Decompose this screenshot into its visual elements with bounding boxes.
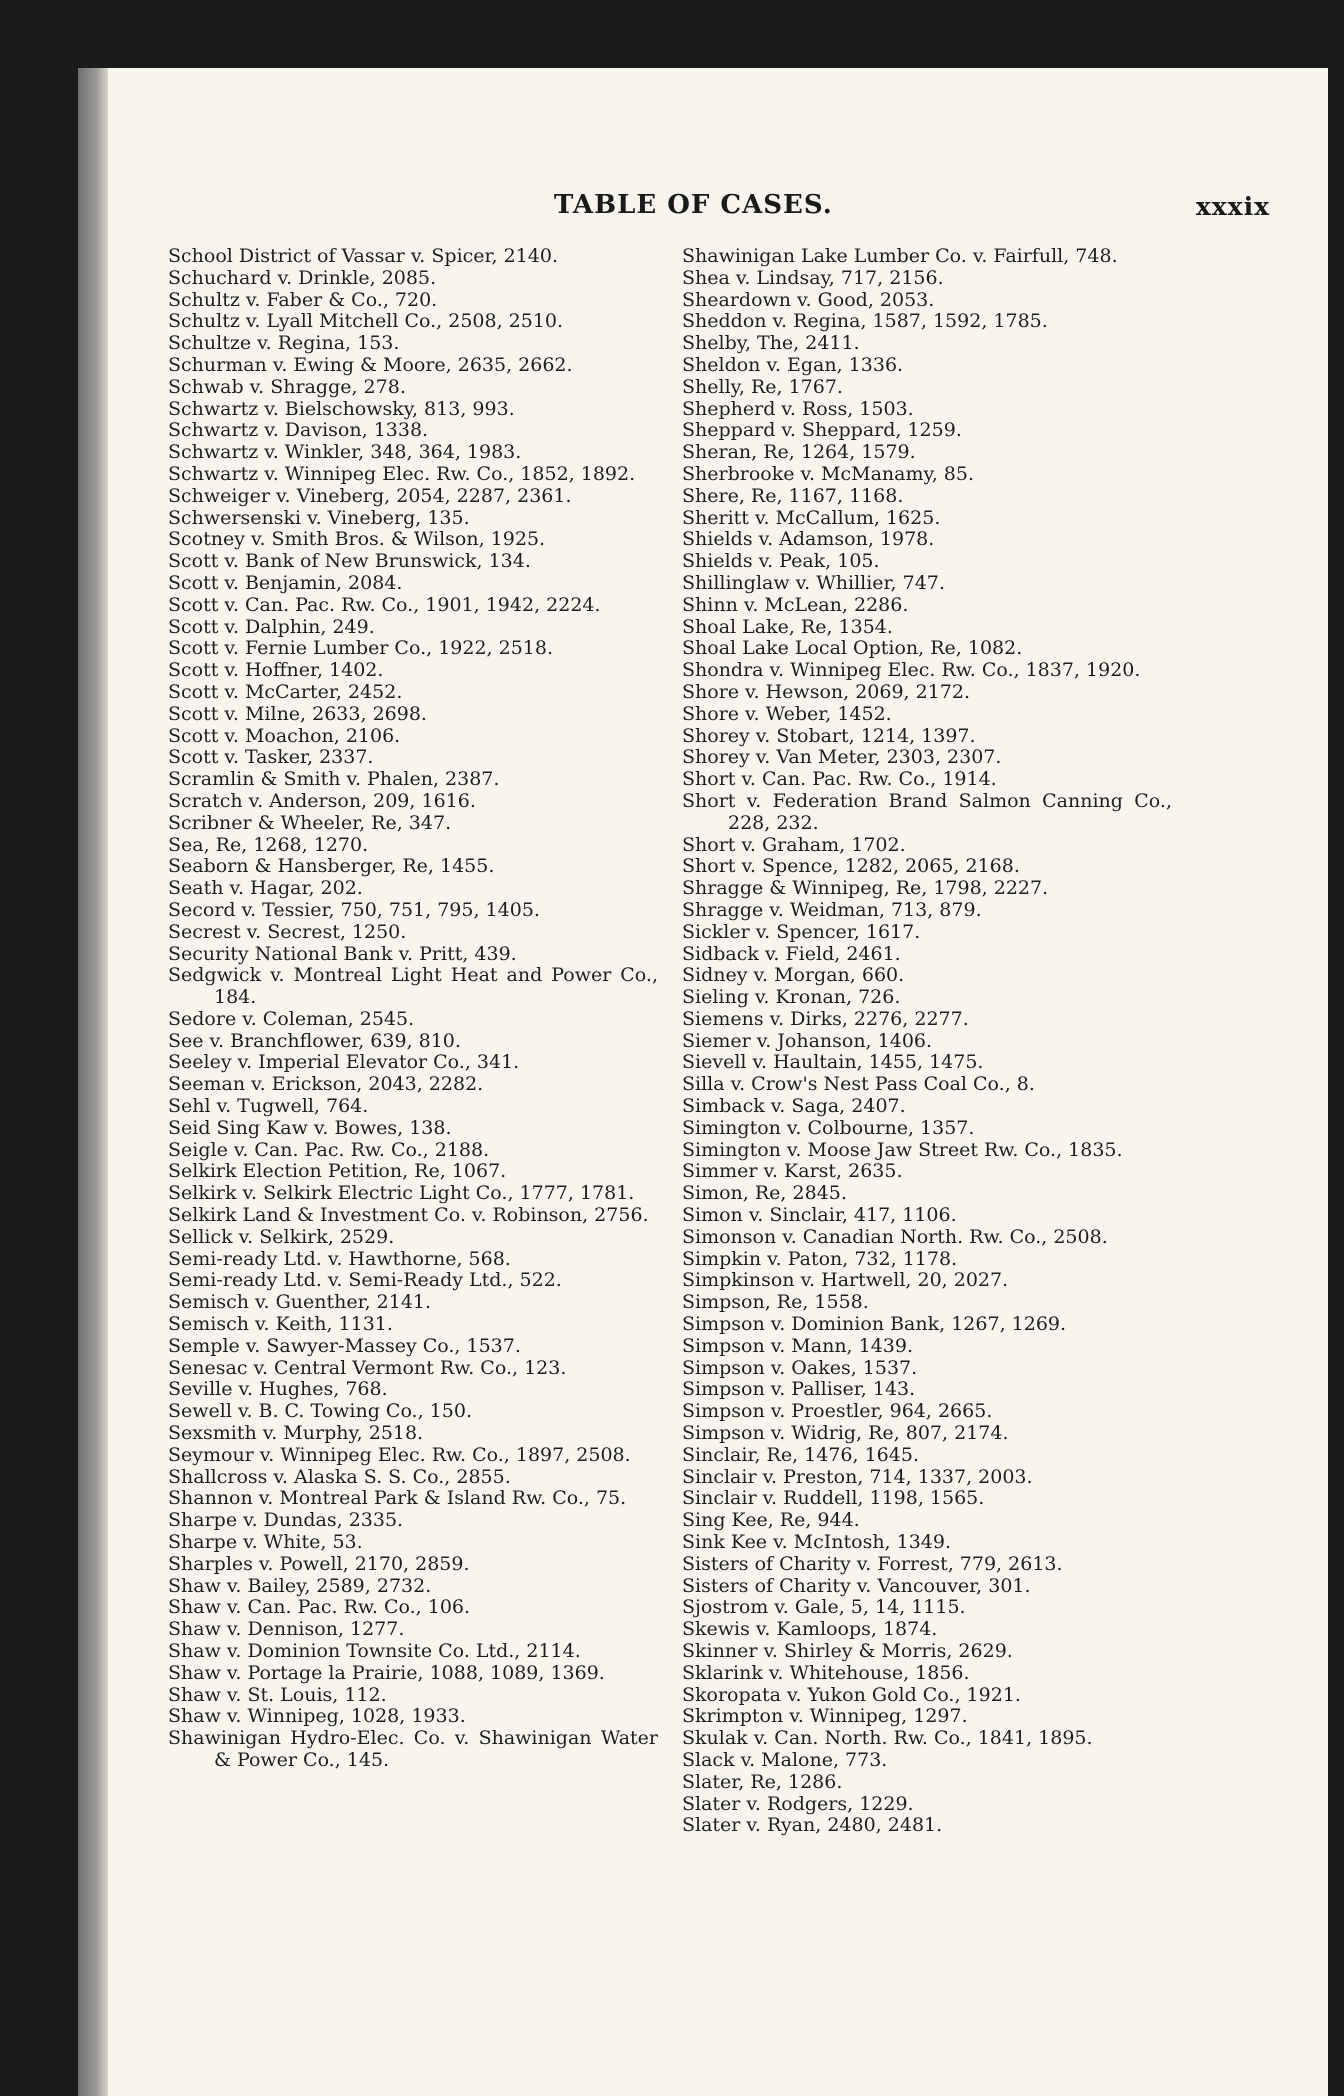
case-entry: Sehl v. Tugwell, 764. (168, 1095, 369, 1118)
case-entry: Simington v. Moose Jaw Street Rw. Co., 1835. (682, 1138, 1123, 1161)
case-entry: Schultz v. Lyall Mitchell Co., 2508, 2510. (168, 310, 564, 333)
case-entry: Schwartz v. Bielschowsky, 813, 993. (168, 397, 515, 420)
case-entry: Sinclair, Re, 1476, 1645. (682, 1443, 919, 1466)
case-entry: See v. Branchflower, 639, 810. (168, 1029, 461, 1052)
case-entry: Skewis v. Kamloops, 1874. (682, 1618, 938, 1641)
case-entry: Sheardown v. Good, 2053. (682, 288, 935, 311)
case-entry: Shaw v. Bailey, 2589, 2732. (168, 1574, 432, 1597)
case-entry: Short v. Can. Pac. Rw. Co., 1914. (682, 768, 997, 791)
case-entry: Simpson v. Oakes, 1537. (682, 1356, 918, 1379)
case-entry: Sewell v. B. C. Towing Co., 150. (168, 1400, 472, 1423)
case-entry: Shawinigan Hydro-Elec. Co. v. Shawinigan Water & Power Co., 145. (168, 1727, 658, 1771)
case-entry: Sidney v. Morgan, 660. (682, 964, 905, 987)
case-entry: Shore v. Hewson, 2069, 2172. (682, 680, 971, 703)
case-entry: Sheran, Re, 1264, 1579. (682, 441, 916, 464)
case-entry: Skrimpton v. Winnipeg, 1297. (682, 1705, 968, 1728)
case-entry: Shaw v. Can. Pac. Rw. Co., 106. (168, 1596, 471, 1619)
case-entry: Semple v. Sawyer-Massey Co., 1537. (168, 1334, 521, 1357)
case-entry: Schwersenski v. Vineberg, 135. (168, 506, 470, 529)
case-entry: Shallcross v. Alaska S. S. Co., 2855. (168, 1465, 511, 1488)
case-entry: Short v. Graham, 1702. (682, 833, 906, 856)
case-entry: Simon v. Sinclair, 417, 1106. (682, 1204, 957, 1227)
case-entry: Slack v. Malone, 773. (682, 1748, 888, 1771)
case-entry: Schurman v. Ewing & Moore, 2635, 2662. (168, 353, 573, 376)
book-page (78, 68, 1328, 2096)
case-entry: Shields v. Peak, 105. (682, 550, 880, 573)
case-entry: Scott v. Fernie Lumber Co., 1922, 2518. (168, 637, 554, 660)
case-entry: Simpson v. Mann, 1439. (682, 1334, 914, 1357)
case-entry: Semisch v. Keith, 1131. (168, 1313, 393, 1336)
case-entry: Sisters of Charity v. Vancouver, 301. (682, 1574, 1031, 1597)
case-entry: Schwab v. Shragge, 278. (168, 375, 406, 398)
case-entry: Shaw v. Portage la Prairie, 1088, 1089, 1369. (168, 1661, 605, 1684)
case-entry: Seid Sing Kaw v. Bowes, 138. (168, 1116, 452, 1139)
case-entry: Shaw v. Dennison, 1277. (168, 1618, 405, 1641)
case-entry: Scramlin & Smith v. Phalen, 2387. (168, 768, 500, 791)
case-entry: Sharpe v. Dundas, 2335. (168, 1509, 404, 1532)
page-number: xxxix (1195, 192, 1270, 221)
case-entry: Siemens v. Dirks, 2276, 2277. (682, 1007, 969, 1030)
case-entry: Simmer v. Karst, 2635. (682, 1160, 903, 1183)
case-entry: Silla v. Crow's Nest Pass Coal Co., 8. (682, 1073, 1035, 1096)
case-entry: Shelby, The, 2411. (682, 332, 860, 355)
case-entry: Sea, Re, 1268, 1270. (168, 833, 369, 856)
page-binding-edge (78, 68, 108, 2096)
case-entry: Schwartz v. Winnipeg Elec. Rw. Co., 1852, 1892. (168, 462, 636, 485)
case-entry: Sievell v. Haultain, 1455, 1475. (682, 1051, 984, 1074)
case-entry: Simpson v. Dominion Bank, 1267, 1269. (682, 1313, 1067, 1336)
case-entry: Semi-ready Ltd. v. Semi-Ready Ltd., 522. (168, 1269, 562, 1292)
case-entry: Short v. Federation Brand Salmon Canning Co., 228, 232. (682, 789, 1172, 834)
case-entry: Sing Kee, Re, 944. (682, 1509, 860, 1532)
case-entry: Scott v. Moachon, 2106. (168, 724, 401, 747)
case-entry: Schultz v. Faber & Co., 720. (168, 288, 438, 311)
right-column-case-list (682, 246, 1172, 1837)
case-entry: Scotney v. Smith Bros. & Wilson, 1925. (168, 528, 546, 551)
case-entry: Sherbrooke v. McManamy, 85. (682, 462, 975, 485)
case-entry: Skoropata v. Yukon Gold Co., 1921. (682, 1683, 1021, 1706)
case-entry: Simpson v. Palliser, 143. (682, 1378, 916, 1401)
case-entry: Schultze v. Regina, 153. (168, 332, 400, 355)
case-entry: Sidback v. Field, 2461. (682, 942, 901, 965)
case-entry: Schwartz v. Winkler, 348, 364, 1983. (168, 441, 522, 464)
case-entry: Selkirk Election Petition, Re, 1067. (168, 1160, 507, 1183)
case-entry: Schuchard v. Drinkle, 2085. (168, 266, 437, 289)
case-entry: Scott v. Tasker, 2337. (168, 746, 374, 769)
case-entry: Secrest v. Secrest, 1250. (168, 920, 407, 943)
case-entry: Simington v. Colbourne, 1357. (682, 1116, 975, 1139)
case-entry: Scott v. Milne, 2633, 2698. (168, 702, 427, 725)
case-entry: Sinclair v. Preston, 714, 1337, 2003. (682, 1465, 1033, 1488)
case-entry: Semisch v. Guenther, 2141. (168, 1291, 432, 1314)
case-entry: Schwartz v. Davison, 1338. (168, 419, 429, 442)
case-entry: Sklarink v. Whitehouse, 1856. (682, 1661, 970, 1684)
case-entry: Secord v. Tessier, 750, 751, 795, 1405. (168, 898, 540, 921)
case-entry: Shea v. Lindsay, 717, 2156. (682, 266, 944, 289)
case-entry: Shore v. Weber, 1452. (682, 702, 892, 725)
left-column-case-list (168, 246, 658, 1772)
case-entry: Shoal Lake Local Option, Re, 1082. (682, 637, 1023, 660)
case-entry: Shorey v. Stobart, 1214, 1397. (682, 724, 976, 747)
case-entry: Siemer v. Johanson, 1406. (682, 1029, 933, 1052)
case-entry: Shields v. Adamson, 1978. (682, 528, 935, 551)
case-entry: Seymour v. Winnipeg Elec. Rw. Co., 1897, 2508. (168, 1443, 631, 1466)
case-entry: Slater, Re, 1286. (682, 1770, 843, 1793)
case-entry: Sheddon v. Regina, 1587, 1592, 1785. (682, 310, 1048, 333)
case-entry: Sieling v. Kronan, 726. (682, 986, 901, 1009)
case-entry: Sickler v. Spencer, 1617. (682, 920, 921, 943)
case-entry: Simback v. Saga, 2407. (682, 1095, 906, 1118)
case-entry: Seeman v. Erickson, 2043, 2282. (168, 1073, 484, 1096)
case-entry: Selkirk Land & Investment Co. v. Robinson, 2756. (168, 1204, 649, 1227)
case-entry: Shorey v. Van Meter, 2303, 2307. (682, 746, 1002, 769)
case-entry: Shaw v. Dominion Townsite Co. Ltd., 2114. (168, 1640, 581, 1662)
case-entry: Shinn v. McLean, 2286. (682, 593, 909, 616)
case-entry: Seath v. Hagar, 202. (168, 877, 363, 900)
case-entry: Scott v. Can. Pac. Rw. Co., 1901, 1942, 2224. (168, 593, 601, 616)
case-entry: Slater v. Ryan, 2480, 2481. (682, 1814, 943, 1837)
case-entry: Simpson, Re, 1558. (682, 1291, 869, 1314)
case-entry: Shepherd v. Ross, 1503. (682, 397, 914, 420)
case-entry: Simon, Re, 2845. (682, 1182, 847, 1205)
case-entry: Shillinglaw v. Whillier, 747. (682, 571, 945, 594)
case-entry: Semi-ready Ltd. v. Hawthorne, 568. (168, 1247, 511, 1270)
case-entry: Simpson v. Widrig, Re, 807, 2174. (682, 1422, 1009, 1445)
case-entry: Scott v. Benjamin, 2084. (168, 571, 403, 594)
case-entry: Shoal Lake, Re, 1354. (682, 615, 893, 638)
case-entry: Sharples v. Powell, 2170, 2859. (168, 1552, 470, 1575)
case-entry: Seaborn & Hansberger, Re, 1455. (168, 855, 495, 878)
case-entry: Sisters of Charity v. Forrest, 779, 2613. (682, 1552, 1063, 1575)
case-entry: Scott v. Hoffner, 1402. (168, 659, 384, 682)
case-entry: Sheppard v. Sheppard, 1259. (682, 419, 962, 442)
page-title: TABLE OF CASES. (554, 190, 833, 220)
case-entry: Simpkin v. Paton, 732, 1178. (682, 1247, 958, 1270)
case-entry: Scott v. Dalphin, 249. (168, 615, 375, 638)
case-entry: Skulak v. Can. North. Rw. Co., 1841, 1895. (682, 1727, 1093, 1750)
case-entry: Simonson v. Canadian North. Rw. Co., 2508. (682, 1225, 1108, 1248)
case-entry: Seigle v. Can. Pac. Rw. Co., 2188. (168, 1138, 490, 1161)
case-entry: Sedgwick v. Montreal Light Heat and Power Co., 184. (168, 964, 658, 1009)
case-entry: Sinclair v. Ruddell, 1198, 1565. (682, 1487, 985, 1510)
case-entry: Shragge & Winnipeg, Re, 1798, 2227. (682, 877, 1049, 900)
case-entry: Sharpe v. White, 53. (168, 1531, 363, 1554)
case-entry: Shere, Re, 1167, 1168. (682, 484, 904, 507)
case-entry: Short v. Spence, 1282, 2065, 2168. (682, 855, 1020, 878)
case-entry: Sellick v. Selkirk, 2529. (168, 1225, 395, 1248)
case-entry: Shaw v. Winnipeg, 1028, 1933. (168, 1705, 466, 1728)
case-entry: Scott v. Bank of New Brunswick, 134. (168, 550, 531, 573)
case-entry: Sjostrom v. Gale, 5, 14, 1115. (682, 1596, 966, 1619)
case-entry: Sheldon v. Egan, 1336. (682, 353, 904, 376)
case-entry: Sheritt v. McCallum, 1625. (682, 506, 941, 529)
case-entry: Simpson v. Proestler, 964, 2665. (682, 1400, 993, 1423)
case-entry: Schweiger v. Vineberg, 2054, 2287, 2361. (168, 484, 572, 507)
case-entry: Scratch v. Anderson, 209, 1616. (168, 789, 476, 812)
case-entry: Sexsmith v. Murphy, 2518. (168, 1422, 424, 1445)
case-entry: Slater v. Rodgers, 1229. (682, 1792, 914, 1815)
case-entry: Shragge v. Weidman, 713, 879. (682, 898, 982, 921)
case-entry: Selkirk v. Selkirk Electric Light Co., 1777, 1781. (168, 1182, 635, 1205)
case-entry: Senesac v. Central Vermont Rw. Co., 123. (168, 1356, 567, 1379)
case-entry: Seeley v. Imperial Elevator Co., 341. (168, 1051, 520, 1074)
case-entry: Scott v. McCarter, 2452. (168, 680, 403, 703)
case-entry: Skinner v. Shirley & Morris, 2629. (682, 1640, 1013, 1662)
case-entry: Shannon v. Montreal Park & Island Rw. Co., 75. (168, 1487, 627, 1510)
case-entry: Simpkinson v. Hartwell, 20, 2027. (682, 1269, 1009, 1292)
case-entry: Seville v. Hughes, 768. (168, 1378, 388, 1401)
case-entry: Security National Bank v. Pritt, 439. (168, 942, 517, 965)
case-entry: Shaw v. St. Louis, 112. (168, 1683, 387, 1706)
page-header (78, 190, 1328, 226)
case-entry: Sedore v. Coleman, 2545. (168, 1007, 415, 1030)
case-entry: Shondra v. Winnipeg Elec. Rw. Co., 1837, 1920. (682, 659, 1141, 682)
case-entry: Sink Kee v. McIntosh, 1349. (682, 1531, 952, 1554)
case-entry: Shawinigan Lake Lumber Co. v. Fairfull, 748. (682, 245, 1118, 267)
case-entry: Shelly, Re, 1767. (682, 375, 843, 398)
case-entry: Scribner & Wheeler, Re, 347. (168, 811, 452, 834)
case-entry: School District of Vassar v. Spicer, 2140. (168, 245, 558, 267)
